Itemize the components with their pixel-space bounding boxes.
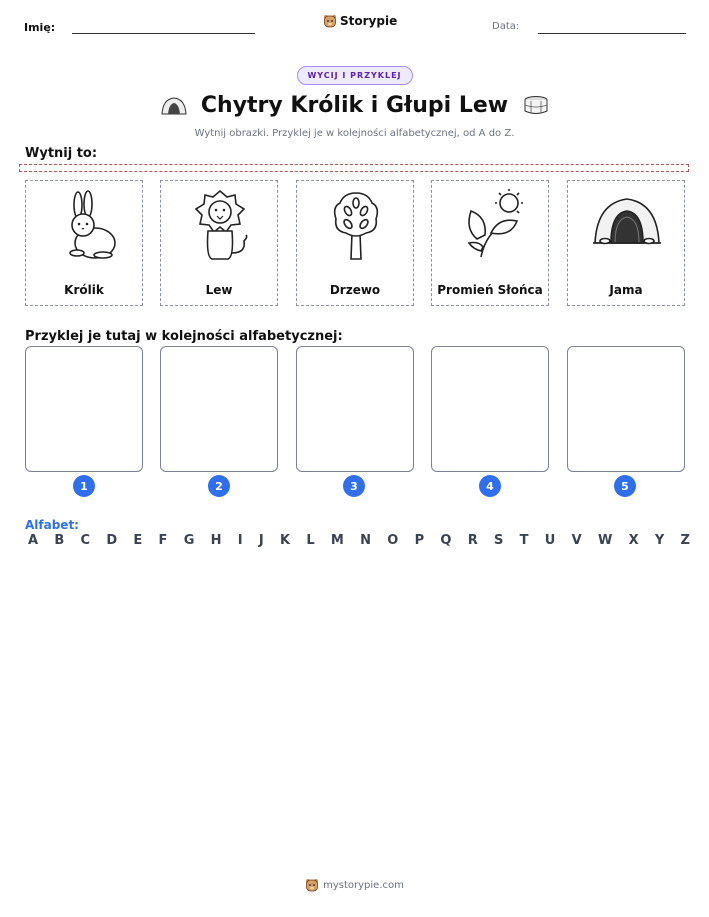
alphabet-letter: Z [680,533,690,548]
card-label: Królik [64,283,104,297]
header-logo [323,14,397,28]
date-line[interactable] [538,33,686,34]
well-title-icon [522,95,550,117]
sunbeam-icon [451,187,531,267]
alphabet-letter: R [467,533,478,548]
alphabet-letter: B [54,533,65,548]
alphabet-letter: P [414,533,425,548]
card-label: Jama [609,283,643,297]
bear-logo-icon [323,14,337,28]
paste-slot-4[interactable] [431,346,549,472]
paste-slot-2[interactable] [160,346,278,472]
cut-line [19,164,689,172]
alphabet-letter: N [360,533,372,548]
alphabet-letter: G [183,533,195,548]
instructions: Wytnij obrazki. Przyklej je w kolejności alfabetycznej, od A do Z. [194,128,515,139]
alphabet-letter: W [597,533,613,548]
cut-card-cave[interactable] [567,180,685,306]
activity-badge: WYCIJ I PRZYKLEJ [296,66,412,85]
alphabet-letter: Y [654,533,665,548]
name-line[interactable] [72,33,255,34]
alphabet-letter: J [258,533,264,548]
cut-card-lion[interactable] [160,180,278,306]
alphabet-letter: X [628,533,639,548]
tree-icon [316,187,396,267]
slot-number-badge: 5 [614,475,636,497]
cut-card-sunbeam[interactable] [431,180,549,306]
alphabet-letter: A [28,533,39,548]
alphabet-letter: Q [440,533,452,548]
alphabet-letter: H [210,533,222,548]
alphabet-row [28,533,690,548]
page-title: Chytry Królik i Głupi Lew [200,93,509,118]
alphabet-label: Alfabet: [25,518,79,532]
paste-slot-3[interactable] [296,346,414,472]
card-label: Drzewo [329,283,381,297]
name-label: Imię: [24,21,56,34]
card-label: Promień Słońca [437,283,543,297]
alphabet-letter: V [571,533,582,548]
slot-number-badge: 3 [343,475,365,497]
alphabet-letter: M [330,533,344,548]
cave-icon [587,187,667,267]
logo-text: Storypie [340,14,398,28]
paste-slot-5[interactable] [567,346,685,472]
alphabet-letter: E [133,533,143,548]
cut-card-rabbit[interactable] [25,180,143,306]
alphabet-letter: L [306,533,315,548]
slot-number-badge: 1 [73,475,95,497]
alphabet-letter: S [494,533,504,548]
card-label: Lew [205,283,233,297]
cut-section-label: Wytnij to: [25,146,98,161]
slot-number-badge: 4 [479,475,501,497]
date-label: Data: [492,21,520,32]
alphabet-letter: U [544,533,556,548]
alphabet-letter: K [280,533,291,548]
alphabet-letter: F [158,533,168,548]
cut-card-tree[interactable] [296,180,414,306]
alphabet-letter: O [387,533,399,548]
alphabet-letter: D [106,533,118,548]
slot-number-badge: 2 [208,475,230,497]
footer [0,878,709,892]
rabbit-icon [45,187,125,267]
paste-slot-1[interactable] [25,346,143,472]
paste-section-label: Przyklej je tutaj w kolejności alfabetycznej: [25,329,343,344]
alphabet-letter: I [237,533,243,548]
footer-site[interactable]: mystorypie.com [323,879,404,891]
alphabet-letter: C [80,533,91,548]
alphabet-letter: T [519,533,529,548]
bear-logo-icon [305,878,319,892]
lion-icon [180,187,260,267]
